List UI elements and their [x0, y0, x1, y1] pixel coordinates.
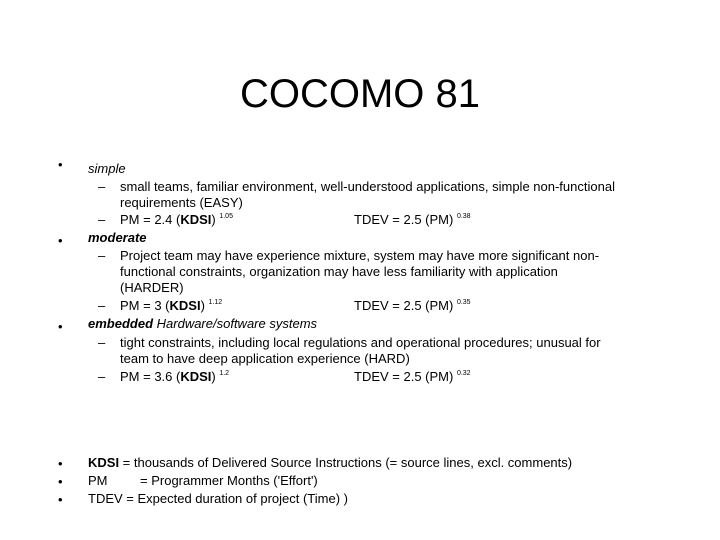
heading-embedded-label: embedded: [88, 316, 154, 331]
tdev-formula: [354, 211, 471, 228]
simple-formula: [120, 211, 580, 228]
tdev-exponent: 0.38: [456, 213, 471, 220]
simple-description-line-1: small teams, familiar environment, well-understood applications, simple non-functional: [120, 179, 615, 194]
dash: –: [98, 298, 106, 313]
pm-exponent: 1.12: [208, 299, 223, 306]
embedded-formula: [120, 368, 580, 385]
simple-description-line-2: requirements (EASY): [120, 195, 243, 210]
pm-formula-suffix: ): [200, 298, 209, 313]
bullet-moderate: •: [58, 233, 63, 248]
pm-formula-prefix: PM = 3 (: [120, 298, 170, 313]
tdev-definition: TDEV = Expected duration of project (Time) ): [88, 491, 348, 506]
embedded-description-line-1: tight constraints, including local regulations and operational procedures; unusual for: [120, 335, 601, 350]
moderate-description-line-1: Project team may have experience mixture, system may have more significant non-: [120, 248, 600, 263]
tdev-prefix: TDEV = 2.5 (PM): [354, 369, 457, 384]
moderate-description-line-3: (HARDER): [120, 280, 184, 295]
kdsi-term: KDSI: [180, 212, 212, 227]
tdev-exponent: 0.32: [456, 370, 471, 377]
bullet-pm-def: •: [58, 474, 63, 489]
tdev-exponent: 0.35: [456, 299, 471, 306]
bullet-kdsi-def: •: [58, 456, 63, 471]
pm-formula-suffix: ): [211, 369, 220, 384]
pm-exponent: 1.05: [219, 213, 233, 220]
tdev-formula: [354, 368, 471, 385]
tdev-prefix: TDEV = 2.5 (PM): [354, 212, 457, 227]
dash: –: [98, 248, 106, 263]
kdsi-definition-text: = thousands of Delivered Source Instructions (= source lines, excl. comments): [119, 455, 573, 470]
pm-exponent: 1.2: [219, 370, 230, 377]
moderate-formula: [120, 297, 580, 314]
slide-title: COCOMO 81: [239, 72, 481, 116]
dash: –: [98, 212, 106, 227]
heading-embedded: [88, 315, 317, 332]
pm-formula-prefix: PM = 3.6 (: [120, 369, 181, 384]
pm-formula-suffix: ): [211, 212, 220, 227]
kdsi-definition: [88, 454, 572, 471]
heading-embedded-extra: Hardware/software systems: [156, 316, 318, 331]
dash: –: [98, 179, 106, 194]
heading-simple: simple: [88, 161, 126, 176]
kdsi-term: KDSI: [169, 298, 201, 313]
pm-definition: PM = Programmer Months ('Effort'): [88, 473, 318, 488]
embedded-description-line-2: team to have deep application experience (HARD): [120, 351, 410, 366]
dash: –: [98, 335, 106, 350]
tdev-formula: [354, 297, 471, 314]
heading-moderate: moderate: [88, 230, 147, 245]
moderate-description-line-2: functional constraints, organization may have less familiarity with application: [120, 264, 558, 279]
kdsi-term: KDSI: [88, 455, 120, 470]
dash: –: [98, 369, 106, 384]
bullet-embedded: •: [58, 319, 63, 334]
kdsi-term: KDSI: [180, 369, 212, 384]
bullet-tdev-def: •: [58, 492, 63, 507]
pm-formula-prefix: PM = 2.4 (: [120, 212, 181, 227]
tdev-prefix: TDEV = 2.5 (PM): [354, 298, 457, 313]
bullet-simple: •: [58, 157, 63, 172]
